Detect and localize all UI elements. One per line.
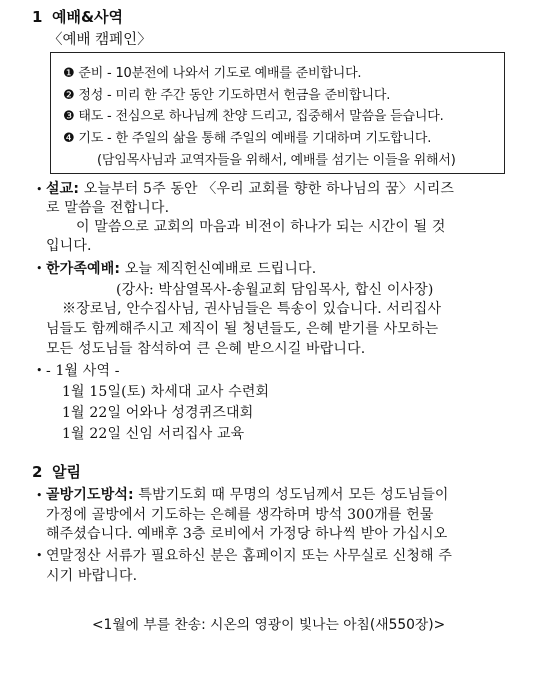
- campaign-note: (담임목사님과 교역자들을 위해서, 예배를 섬기는 이들을 위해서): [97, 153, 456, 168]
- bullet-icon: •: [36, 262, 43, 275]
- notice-text: 특밤기도회 때 무명의 성도님께서 모든 성도님들이: [138, 487, 449, 503]
- notice-line: 해주셨습니다. 예배후 3층 로비에서 가정당 하나씩 받아 가십시오: [46, 526, 448, 542]
- campaign-item: [63, 84, 390, 103]
- section-2-heading: [32, 461, 81, 482]
- family-worship-line: 님들도 함께해주시고 제직이 될 청년들도, 은혜 받기를 사모하는: [46, 321, 439, 337]
- ministry-item: 1월 15일(토) 차세대 교사 수련회: [62, 384, 270, 400]
- family-worship-label: 한가족예배:: [46, 261, 121, 277]
- sermon-line: [46, 178, 454, 198]
- ministry-item: 1월 22일 어와나 성경퀴즈대회: [62, 405, 254, 421]
- family-worship-line: [46, 258, 316, 278]
- family-worship-speaker: (강사: 박삼열목사-송월교회 담임목사, 합신 이사장): [116, 282, 434, 298]
- number-marker-icon: ❹: [63, 131, 75, 146]
- campaign-item: [63, 62, 361, 81]
- bullet-icon: •: [36, 549, 43, 562]
- section-title: 예배&사역: [52, 8, 124, 26]
- section-number: 2: [32, 463, 43, 481]
- campaign-item-text: 기도 - 한 주일의 삶을 통해 주일의 예배를 기대하며 기도합니다.: [78, 131, 432, 146]
- number-marker-icon: ❷: [63, 88, 75, 103]
- sermon-line: 입니다.: [46, 238, 92, 254]
- campaign-item-text: 준비 - 10분전에 나와서 기도로 예배를 준비합니다.: [78, 66, 362, 81]
- ministry-item: 1월 22일 신임 서리집사 교육: [62, 426, 245, 442]
- family-worship-line: ※장로님, 안수집사님, 권사님들은 특송이 있습니다. 서리집사: [62, 301, 442, 317]
- number-marker-icon: ❶: [63, 66, 75, 81]
- family-worship-text: 오늘 제직헌신예배로 드립니다.: [124, 261, 317, 277]
- campaign-item-text: 정성 - 미리 한 주간 동안 기도하면서 헌금을 준비합니다.: [78, 88, 391, 103]
- sermon-label: 설교:: [46, 181, 80, 197]
- campaign-item: [63, 127, 431, 146]
- bullet-icon: •: [36, 183, 43, 196]
- sermon-text: 오늘부터 5주 동안 〈우리 교회를 향한 하나님의 꿈〉시리즈: [83, 181, 455, 197]
- notice-line: 시기 바랍니다.: [46, 568, 138, 584]
- bullet-icon: •: [36, 489, 43, 502]
- sermon-line: 로 말씀을 전합니다.: [46, 200, 170, 216]
- bullet-icon: •: [36, 364, 43, 377]
- section-number: 1: [32, 8, 43, 26]
- notice-line: [46, 484, 449, 504]
- hymn-note: <1월에 부를 찬송: 시온의 영광이 빛나는 아침(새550장)>: [92, 617, 446, 633]
- campaign-box: [50, 52, 505, 174]
- ministry-header: - 1월 사역 -: [46, 363, 120, 379]
- section-1-heading: [32, 6, 123, 27]
- sermon-line: 이 말씀으로 교회의 마음과 비전이 하나가 되는 시간이 될 것: [76, 219, 446, 235]
- campaign-label: 〈예배 캠페인〉: [48, 32, 152, 48]
- notice-line: 가정에 골방에서 기도하는 은혜를 생각하며 방석 300개를 헌물: [46, 507, 434, 523]
- section-title: 알림: [52, 463, 81, 481]
- campaign-item: [63, 105, 444, 124]
- notice-line: 연말정산 서류가 필요하신 분은 홈페이지 또는 사무실로 신청해 주: [46, 548, 452, 564]
- notice-label: 골방기도방석:: [46, 487, 134, 503]
- campaign-item-text: 태도 - 전심으로 하나님께 찬양 드리고, 집중해서 말씀을 듣습니다.: [78, 109, 444, 124]
- family-worship-line: 모든 성도님들 참석하여 큰 은혜 받으시길 바랍니다.: [46, 341, 366, 357]
- number-marker-icon: ❸: [63, 109, 75, 124]
